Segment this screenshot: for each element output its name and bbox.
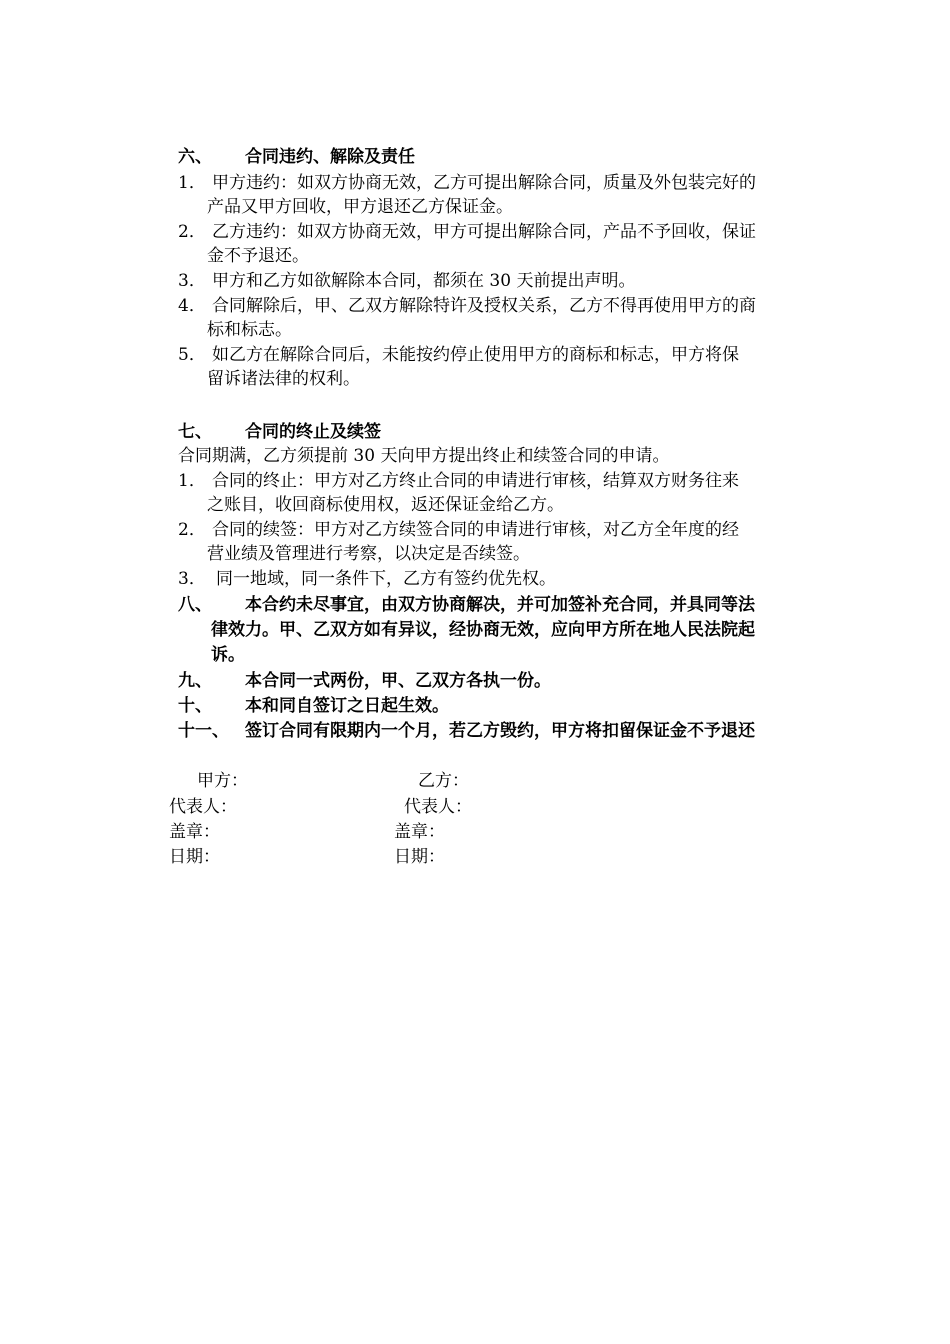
s6-item5-number: 5． (178, 345, 206, 365)
s6-item2-text: 乙方违约：如双方协商无效，甲方可提出解除合同，产品不予回收，保证 (212, 222, 756, 242)
seal-a-label: 盖章： (169, 822, 220, 842)
section7-heading-number: 七、 (178, 422, 212, 442)
s7-item2-text: 合同的续签：甲方对乙方续签合同的申请进行审核，对乙方全年度的经 (212, 520, 739, 540)
party-b-label: 乙方： (418, 771, 469, 791)
s7-item2-line2: 营业绩及管理进行考察，以决定是否续签。 (207, 544, 530, 564)
s6-item5-line1 (178, 343, 739, 367)
section9-number: 九、 (178, 671, 212, 691)
section7-heading (178, 420, 381, 444)
date-a-label: 日期： (169, 847, 220, 867)
section11 (178, 719, 755, 743)
s7-intro: 合同期满，乙方须提前 30 天向甲方提出终止和续签合同的申请。 (178, 446, 670, 466)
s6-item4-line2: 标和标志。 (207, 320, 292, 340)
section6-heading-title: 合同违约、解除及责任 (245, 147, 415, 167)
section11-text: 签订合同有限期内一个月，若乙方毁约，甲方将扣留保证金不予退还 (245, 721, 755, 741)
section8-line2: 律效力。甲、乙双方如有异议，经协商无效，应向甲方所在地人民法院起 (211, 620, 755, 640)
rep-a-label: 代表人： (169, 797, 237, 817)
s7-item3-line1 (178, 567, 556, 591)
section8-text: 本合约未尽事宜，由双方协商解决，并可加签补充合同，并具同等法 (245, 595, 755, 615)
section7-heading-title: 合同的终止及续签 (245, 422, 381, 442)
section11-number: 十一、 (178, 721, 229, 741)
s7-item2-number: 2． (178, 520, 206, 540)
party-a-label: 甲方： (197, 771, 248, 791)
s6-item1-number: 1． (178, 173, 206, 193)
s7-item2-line1 (178, 518, 739, 542)
s6-item5-text: 如乙方在解除合同后，未能按约停止使用甲方的商标和标志，甲方将保 (212, 345, 739, 365)
s6-item4-line1 (178, 294, 756, 318)
s6-item5-line2: 留诉诸法律的权利。 (207, 369, 360, 389)
s6-item3-text: 甲方和乙方如欲解除本合同，都须在 30 天前提出声明。 (212, 271, 636, 291)
section10-text: 本和同自签订之日起生效。 (245, 696, 449, 716)
section9-text: 本合同一式两份，甲、乙双方各执一份。 (245, 671, 551, 691)
s6-item1-line1 (178, 171, 756, 195)
rep-b-label: 代表人： (404, 797, 472, 817)
section8-number: 八、 (178, 595, 212, 615)
s6-item1-line2: 产品又甲方回收，甲方退还乙方保证金。 (207, 197, 513, 217)
s7-item1-line2: 之账目，收回商标使用权，返还保证金给乙方。 (207, 495, 564, 515)
s6-item2-number: 2． (178, 222, 206, 242)
section6-heading-number: 六、 (178, 147, 212, 167)
s6-item2-line1 (178, 220, 756, 244)
section10-number: 十、 (178, 696, 212, 716)
section10 (178, 694, 449, 718)
s7-item1-text: 合同的终止：甲方对乙方终止合同的申请进行审核，结算双方财务往来 (212, 471, 739, 491)
section8-line1 (178, 593, 755, 617)
s6-item1-text: 甲方违约：如双方协商无效，乙方可提出解除合同，质量及外包装完好的 (212, 173, 756, 193)
s6-item3-number: 3． (178, 271, 206, 291)
section8-line3: 诉。 (211, 645, 245, 665)
s7-item1-number: 1． (178, 471, 206, 491)
s7-item3-text: 同一地域，同一条件下，乙方有签约优先权。 (216, 569, 556, 589)
s6-item4-text: 合同解除后，甲、乙双方解除特许及授权关系，乙方不得再使用甲方的商 (212, 296, 756, 316)
s7-item3-number: 3． (178, 569, 206, 589)
s6-item2-line2: 金不予退还。 (207, 246, 309, 266)
section9 (178, 669, 551, 693)
date-b-label: 日期： (394, 847, 445, 867)
section6-heading (178, 145, 415, 169)
s6-item4-number: 4． (178, 296, 206, 316)
s6-item3-line1 (178, 269, 636, 293)
seal-b-label: 盖章： (394, 822, 445, 842)
s7-item1-line1 (178, 469, 739, 493)
